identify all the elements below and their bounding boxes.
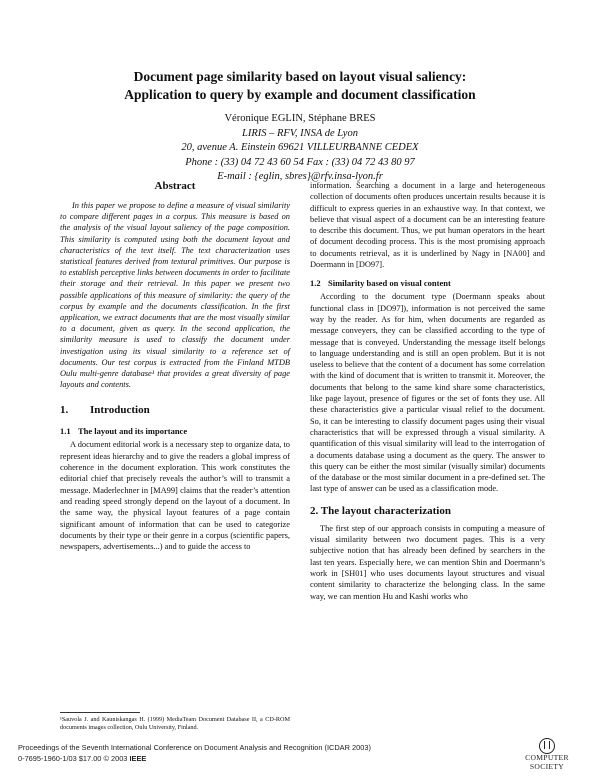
continued-text: information. Searching a document in a large and heterogeneous collection of documents often produces uncertain results because it is difficult to express queries in an exhaustive way. In that context, we believe that visual aspect of a document can be an interesting feature to describe this document. Thus, we put human operators in the heart of document decoding process. This is the most promising approach to documents retrieval, as it is underlined by Nagy in [NA00] and Doermann in [DO97]. [310,181,545,270]
section-1-title: Introduction [90,404,150,417]
author-email: E-mail : {eglin, sbres}@rfv.insa-lyon.fr [217,171,383,182]
title-line-2: Application to query by example and document classification [124,87,476,102]
subsection-1-1-number: 1.1 [60,426,71,437]
footnote-rule [60,712,140,713]
logo-line-2: SOCIETY [529,761,565,771]
subsection-1-1-heading [60,426,290,436]
section-1-heading [60,404,290,416]
left-column [60,180,290,552]
abstract-text: In this paper we propose to define a measure of visual similarity to compare different pages in a corpus. This measure is based on the analysis of the visual layout saliency of the page composition. This similarity is computed using both the document layout and characteristics of the text itself. The text characterization uses statistical features derived from textural primitives. Our purpose is to establish perceptive links between documents in order to facilitate their storage and their retrieval. In this paper we present two possible applications of this measure of similarity: the query of the corpus by example and the documents classification. In the first application, we extract documents that are the most visually similar to a document, given as query. In the second application, the similarity measure is used to classify the document under investigation using its visual similarity to a reference set of documents. Our test corpus is extracted from the Finland MTDB Oulu multi-genre database¹ that provides a great diversity of page layouts and contents. [60,201,290,390]
subsection-1-1-text: A document editorial work is a necessary step to organize data, to represent ideas hierarchy and to give the readers a global impress of coherence in the document exploration. This work constitutes the editorial chief that precisely reveals the author’s will to transmit a message. Maderlechner in [MA99] claims that the reader’s attention and reading speed strongly depend on the layout of a document. In the same way, the physical layout features of a page contain significant amount of information that can be used to categorize documents by their type or their genre in a corpus (scientific papers, newspapers, advertisements...) and to guide the access to [60,440,290,552]
proceedings-line: Proceedings of the Seventh International Conference on Document Analysis and Recognition (ICDAR 2003) [18,743,371,752]
subsection-1-2-title: Similarity based on visual content [328,278,451,289]
right-column [310,180,545,602]
author-lab: LIRIS – RFV, INSA de Lyon [242,127,358,139]
section-2-text: The first step of our approach consists in computing a measure of visual similarity between two document pages. This is a very subjective notion that has already been defined by searchers in the last ten years. Especially here, we can mention Shin and Doermann’s work in [SH01] who uses documents layout structures and visual content similarity to characterize the belonging class. In the same way, we can mention Hu and Kashi works who [310,523,545,601]
author-address: 20, avenue A. Einstein 69621 VILLEURBANNE CEDEX [181,142,419,153]
subsection-1-2-heading [310,278,545,288]
author-block [120,112,480,185]
author-names: Véronique EGLIN, Stéphane BRES [224,113,376,124]
isbn-text: 0-7695-1960-1/03 $17.00 © 2003 [18,754,128,763]
subsection-1-1-title: The layout and its importance [78,426,188,437]
author-phone: Phone : (33) 04 72 43 60 54 Fax : (33) 04 72 43 80 97 [185,156,415,168]
paper-title [60,68,540,104]
computer-society-emblem-icon [539,738,555,754]
ieee-mark: IEEE [129,754,147,763]
subsection-1-2-text: According to the document type (Doermann speaks about functional class in [DO97]), information is not perceived the same way by the reader. As for him, when documents are regarded as message conveyers, they can be classified according to the type of message that is conveyed. Understanding the message itself belongs to language understanding and is still an open problem. But it is not useless to believe that the content of a document has some correlation with the kind of document that is written to transmit it. Moreover, the documents that belong to the same kind share some characteristics, like page layout, presence of figures or the set of fonts they use. All these characteristics give a particular visual relief to the document. So, it can be interesting to classify document pages using their visual characteristics that will be expressed through a visual similarity. A quantification of this visual similarity will lead to the interrogation of a documents database using a document as the query. The answer to this query can be either the most similar (visually similar) documents of the database or the most similar document in a pre-defined set. The last type of answer can be used as a classification mode. [310,292,545,494]
logo-line-1: COMPUTER [525,753,569,762]
abstract-heading: Abstract [154,180,196,192]
footnote: ¹Sauvola J. and Kauniskangas H. (1999) MediaTeam Document Database II, a CD-ROM documents images collection, Oulu University, Finland. [60,716,290,731]
proceedings-footer [18,742,458,764]
subsection-1-2-number: 1.2 [310,278,321,289]
section-1-number: 1. [60,404,69,417]
computer-society-logo [512,738,582,772]
title-line-1: Document page similarity based on layout visual saliency: [133,69,467,84]
isbn-line [18,753,458,764]
section-2-heading: 2. The layout characterization [310,504,451,517]
